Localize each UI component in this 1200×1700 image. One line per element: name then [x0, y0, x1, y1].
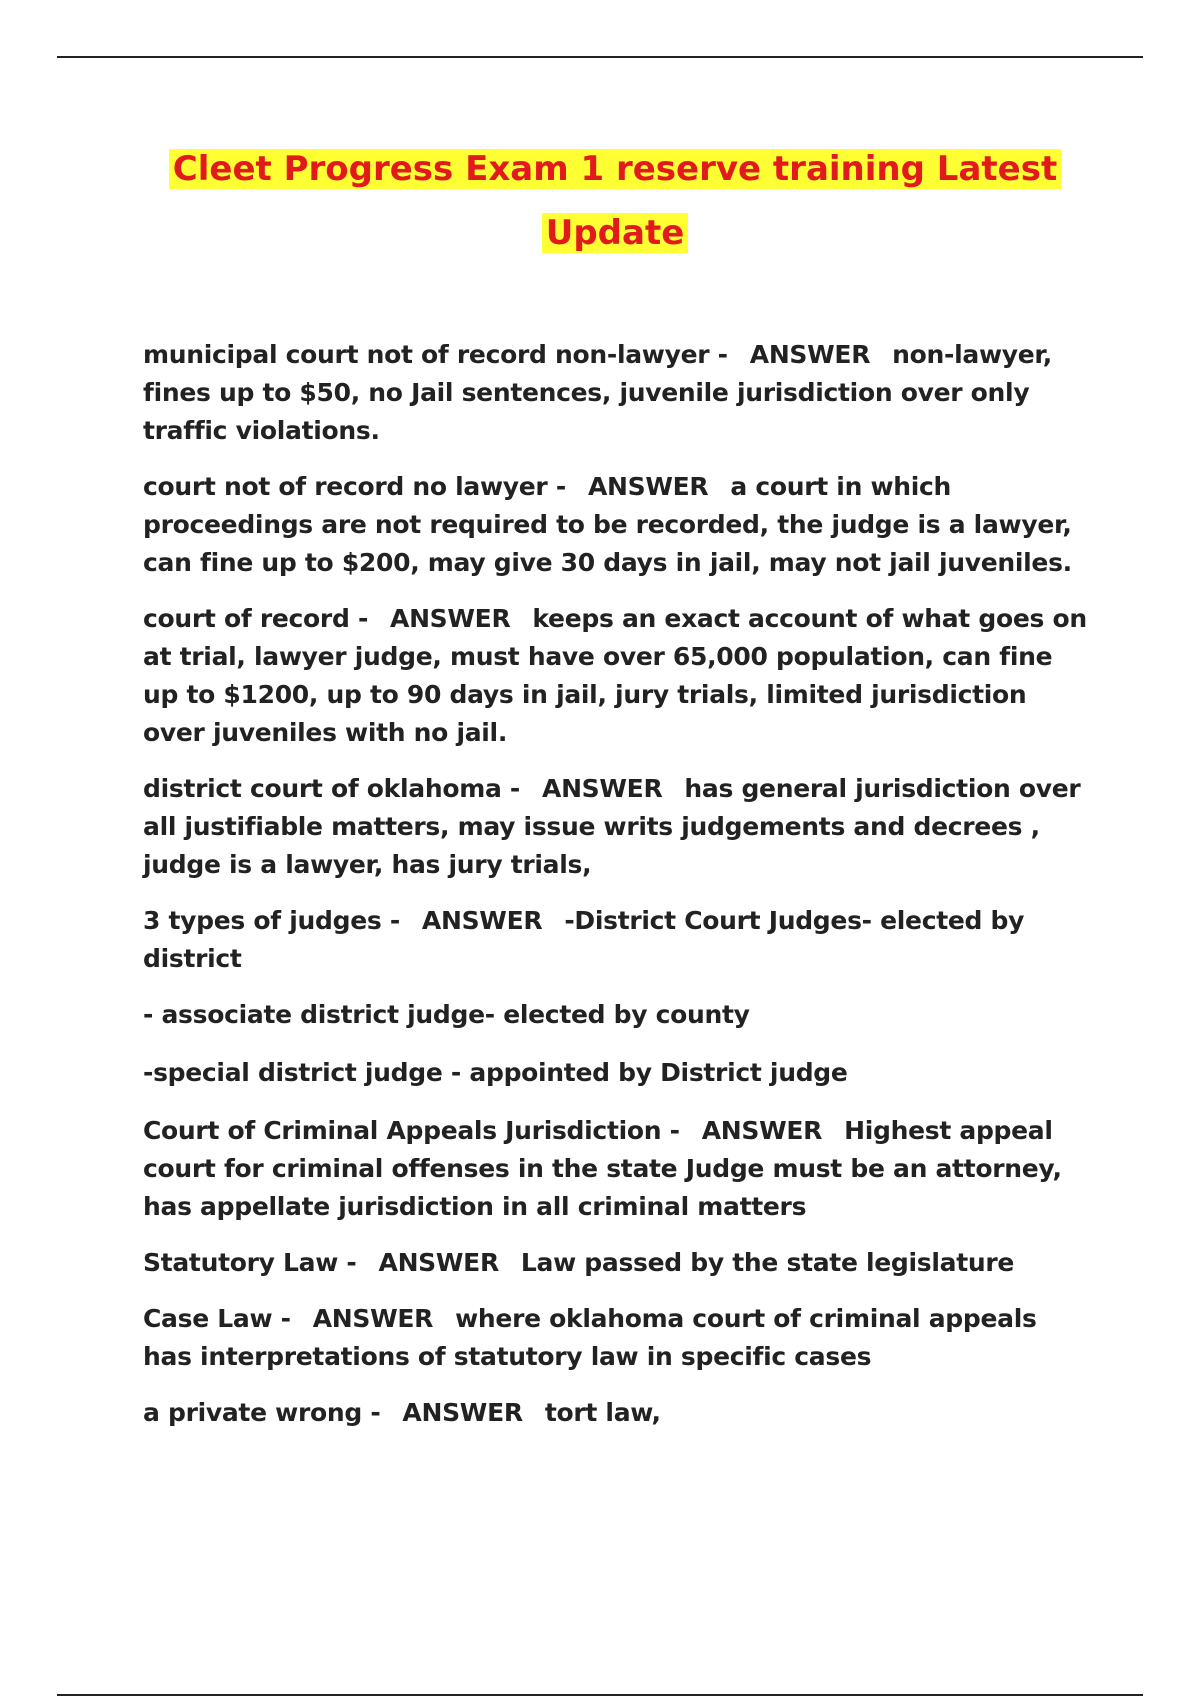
qa-item	[143, 336, 1093, 450]
qa-answer: non-lawyer, fines up to $50, no Jail sentences, juvenile jurisdiction over only traffic violations.	[143, 340, 1052, 445]
judge-note: - associate district judge- elected by county	[143, 1000, 750, 1029]
qa-term: Statutory Law -	[143, 1248, 357, 1277]
judge-note: -special district judge - appointed by District judge	[143, 1058, 848, 1087]
top-rule	[57, 56, 1143, 58]
qa-answer: -District Court Judges- elected by district	[143, 906, 1025, 973]
answer-label: ANSWER	[749, 340, 871, 369]
qa-item	[143, 600, 1093, 752]
qa-answer: tort law,	[544, 1398, 661, 1427]
qa-answer: a court in which proceedings are not required to be recorded, the judge is a lawyer, can fine up to $200, may give 30 days in jail, may not jail juveniles.	[143, 472, 1072, 577]
qa-item	[143, 1300, 1093, 1376]
answer-label: ANSWER	[542, 774, 663, 803]
qa-term: court not of record no lawyer -	[143, 472, 566, 501]
answer-label: ANSWER	[312, 1304, 434, 1333]
qa-term: Case Law -	[143, 1304, 291, 1333]
qa-content	[143, 336, 1093, 1450]
qa-answer: Law passed by the state legislature	[520, 1248, 1015, 1277]
qa-answer: where oklahoma court of criminal appeals has interpretations of statutory law in specific cases	[143, 1304, 1037, 1371]
qa-item	[143, 1394, 1093, 1432]
qa-answer: has general jurisdiction over all justifiable matters, may issue writs judgements and decrees , judge is a lawyer, has jury trials,	[143, 774, 1081, 879]
qa-term: district court of oklahoma -	[143, 774, 521, 803]
qa-term: a private wrong -	[143, 1398, 381, 1427]
qa-item	[143, 770, 1093, 884]
qa-term: court of record -	[143, 604, 369, 633]
qa-item	[143, 1244, 1093, 1282]
page-title: Cleet Progress Exam 1 reserve training Latest Update	[169, 149, 1061, 253]
answer-label: ANSWER	[402, 1398, 523, 1427]
bottom-rule	[57, 1694, 1143, 1696]
qa-item	[143, 468, 1093, 582]
answer-label: ANSWER	[378, 1248, 499, 1277]
answer-label: ANSWER	[587, 472, 709, 501]
qa-term: 3 types of judges -	[143, 906, 400, 935]
answer-label: ANSWER	[390, 604, 511, 633]
qa-item	[143, 1112, 1093, 1226]
qa-term: municipal court not of record non-lawyer -	[143, 340, 728, 369]
answer-label: ANSWER	[421, 906, 543, 935]
answer-label: ANSWER	[701, 1116, 823, 1145]
qa-item	[143, 902, 1093, 978]
title-block	[140, 140, 1090, 268]
qa-answer: keeps an exact account of what goes on at trial, lawyer judge, must have over 65,000 population, can fine up to $1200, up to 90 days in jail, jury trials, limited jurisdiction over juveniles with no jail.	[143, 604, 1087, 747]
qa-term: Court of Criminal Appeals Jurisdiction -	[143, 1116, 680, 1145]
qa-answer: Highest appeal court for criminal offenses in the state Judge must be an attorney, has appellate jurisdiction in all criminal matters	[143, 1116, 1062, 1221]
